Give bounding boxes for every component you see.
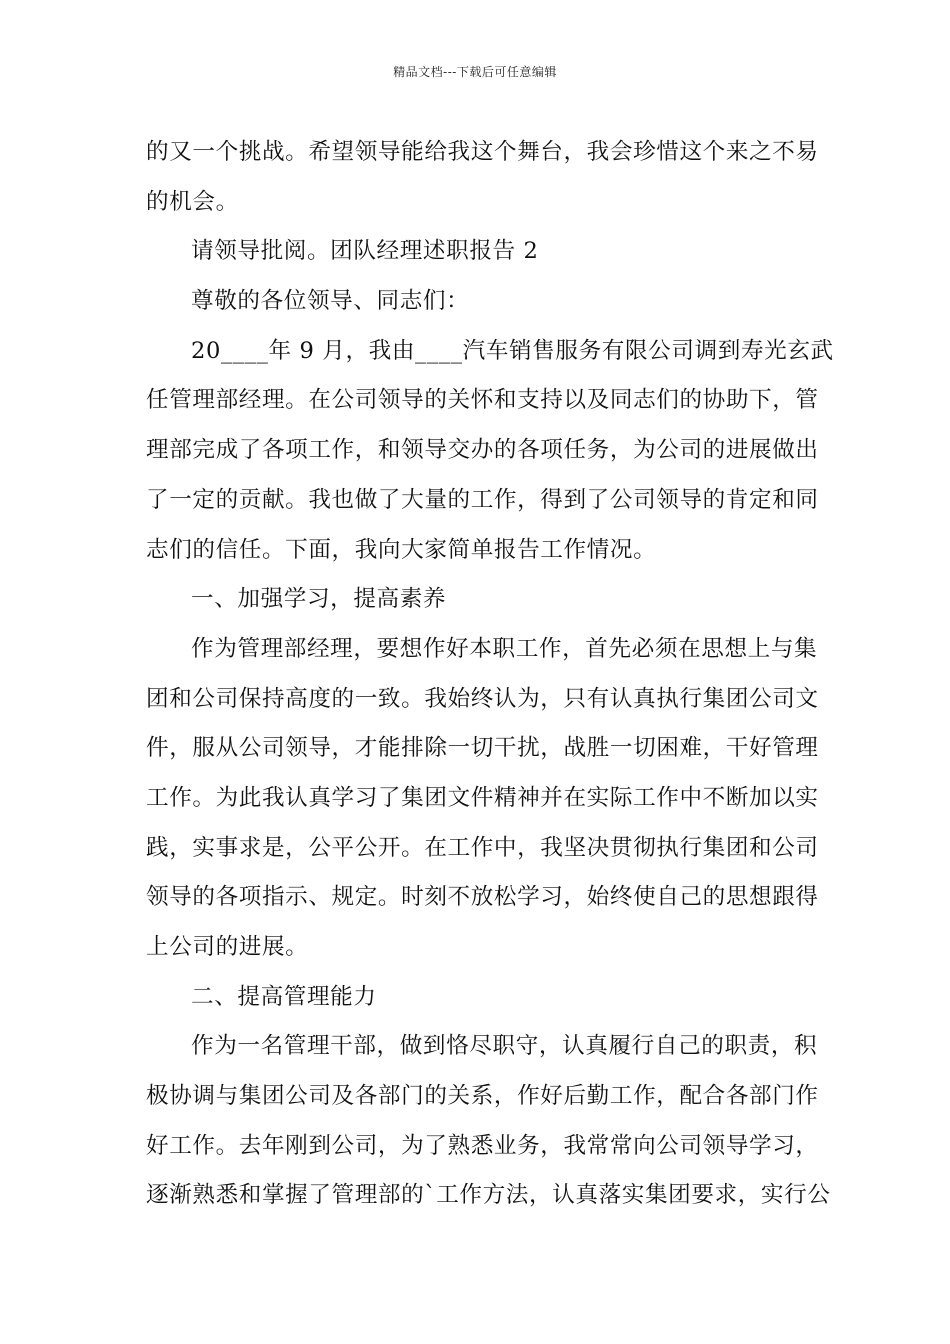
section-heading: 二、提高管理能力	[191, 983, 377, 1010]
text-line: 理部完成了各项工作，和领导交办的各项任务，为公司的进展做出	[146, 437, 819, 464]
text-line: 任管理部经理。在公司领导的关怀和支持以及同志们的协助下，管	[146, 387, 819, 414]
text-line: 了一定的贡献。我也做了大量的工作，得到了公司领导的肯定和同	[146, 486, 819, 513]
text-line: 件，服从公司领导，才能排除一切干扰，战胜一切困难，干好管理	[146, 735, 819, 762]
text-line: 好工作。去年刚到公司，为了熟悉业务，我常常向公司领导学习，	[146, 1132, 819, 1159]
text-line: 作为管理部经理，要想作好本职工作，首先必须在思想上与集	[191, 635, 818, 662]
text-line: 作为一名管理干部，做到恪尽职守，认真履行自己的职责，积	[191, 1033, 818, 1060]
salutation: 尊敬的各位领导、同志们：	[191, 288, 470, 315]
page-header: 精品文档---下载后可任意编辑	[393, 65, 557, 79]
text-line: 的又一个挑战。希望领导能给我这个舞台，我会珍惜这个来之不易	[146, 139, 819, 165]
text-line: 极协调与集团公司及各部门的关系，作好后勤工作，配合各部门作	[146, 1083, 819, 1110]
text-line: 领导的各项指示、规定。时刻不放松学习，始终使自己的思想跟得	[146, 884, 819, 911]
text-line: 上公司的进展。	[146, 934, 309, 960]
text-line: 志们的信任。下面，我向大家简单报告工作情况。	[146, 536, 657, 563]
document-body	[146, 128, 834, 1221]
text-line: 逐渐熟悉和掌握了管理部的`工作方法，认真落实集团要求，实行公	[146, 1182, 831, 1209]
section-heading: 一、加强学习，提高素养	[191, 586, 447, 613]
text-line: 践，实事求是，公平公开。在工作中，我坚决贯彻执行集团和公司	[146, 834, 819, 861]
text-line: 请领导批阅。团队经理述职报告 2	[191, 238, 539, 265]
text-line: 20____年 9 月，我由____汽车销售服务有限公司调到寿光玄武	[191, 337, 834, 364]
text-line: 团和公司保持高度的一致。我始终认为，只有认真执行集团公司文	[146, 685, 819, 712]
text-line: 工作。为此我认真学习了集团文件精神并在实际工作中不断加以实	[146, 784, 819, 811]
text-line: 的机会。	[146, 188, 239, 215]
